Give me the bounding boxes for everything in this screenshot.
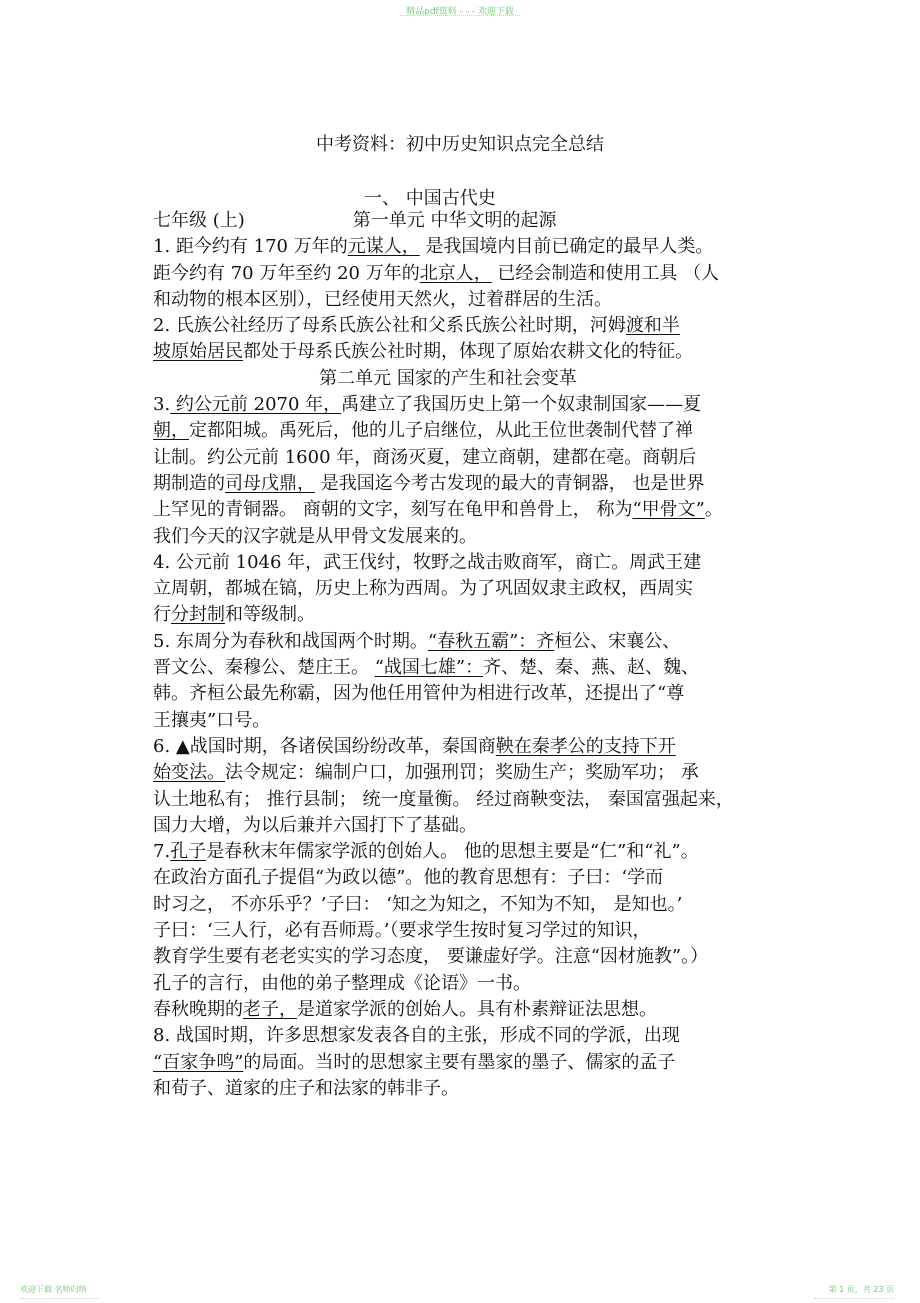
text-line: “百家争鸣”的局面。当时的思想家主要有墨家的墨子、儒家的孟子 (153, 1051, 676, 1073)
header-divider (400, 15, 520, 16)
underlined-term: “百家争鸣” (153, 1051, 244, 1073)
text-line: 韩。齐桓公最先称霸，因为他任用管仲为相进行改革，还提出了“尊 (153, 683, 685, 705)
text-line: 5. 东周分为春秋和战国两个时期。“春秋五霸”：齐桓公、宋襄公、 (153, 630, 681, 652)
text-line: 上罕见的青铜器。 商朝的文字，刻写在龟甲和兽骨上， 称为“甲骨文”。 (153, 499, 723, 521)
header-banner: 精品pdf资料 - - - 欢迎下载 (406, 7, 514, 17)
underlined-term: 鞅在秦孝公的支持下开 (495, 735, 676, 757)
text-line: 我们今天的汉字就是从甲骨文发展来的。 (153, 525, 477, 547)
footer-left-divider (20, 1298, 100, 1299)
underlined-term: 孔子 (170, 841, 207, 863)
underlined-term: 司母戊鼎， (225, 472, 315, 494)
text-line: 3. 约公元前 2070 年，禹建立了我国历史上第一个奴隶制国家——夏 (153, 394, 702, 416)
underlined-term: “甲骨文” (632, 499, 705, 521)
text-line: 距今约有 70 万年至约 20 万年的北京人， 已经会制造和使用工具 （人 (153, 262, 720, 284)
document-body (153, 208, 773, 1102)
grade-label: 七年级 (上) (153, 210, 245, 231)
unit-1-title: 第一单元 中华文明的起源 (352, 210, 557, 231)
text-line: 7.孔子是春秋末年儒家学派的创始人。 他的思想主要是“仁”和“礼”。 (153, 841, 699, 863)
underlined-term: 老子， (243, 998, 297, 1020)
text-line: 6. ▲战国时期，各诸侯国纷纷改革，秦国商鞅在秦孝公的支持下开 (153, 735, 676, 757)
underlined-term: 坡原始居民 (153, 341, 243, 363)
text-line: 行分封制和等级制。 (153, 604, 315, 626)
unit-2-title: 第二单元 国家的产生和社会变革 (319, 367, 577, 389)
text-line: 1. 距今约有 170 万年的元谋人， 是我国境内目前已确定的最早人类。 (153, 236, 714, 258)
section-heading: 一、 中国古代史 (364, 188, 496, 209)
text-line: 4. 公元前 1046 年，武王伐纣，牧野之战击败商军，商亡。周武王建 (153, 551, 702, 573)
text-line: 朝，定都阳城。禹死后，他的儿子启继位，从此王位世袭制代替了禅 (153, 420, 693, 442)
text-line: 2. 氏族公社经历了母系氏族公社和父系氏族公社时期，河姆渡和半 (153, 315, 680, 337)
text-line: 教育学生要有老老实实的学习态度， 要谦虚好学。注意“因材施教”。） (153, 946, 709, 968)
footer-right-divider (814, 1298, 894, 1299)
page-number: 第 1 页，共 23 页 (828, 1285, 894, 1294)
text-line: 国力大增，为以后兼并六国打下了基础。 (153, 814, 477, 836)
text-line: 春秋晚期的老子，是道家学派的创始人。具有朴素辩证法思想。 (153, 998, 657, 1020)
text-line: 王攘夷”口号。 (153, 709, 271, 731)
text-line: 8. 战国时期，许多思想家发表各自的主张，形成不同的学派，出现 (153, 1025, 680, 1047)
text-line: 晋文公、秦穆公、楚庄王。 “战国七雄”：齐、楚、秦、燕、赵、魏、 (153, 657, 700, 679)
text-line: 让制。约公元前 1600 年，商汤灭夏，建立商朝，建都在亳。商朝后 (153, 446, 697, 468)
underlined-term: 北京人， (419, 262, 492, 284)
text-line: 孔子的言行，由他的弟子整理成《论语》一书。 (153, 972, 531, 994)
underlined-term: “战国七雄”： (374, 657, 484, 679)
text-line: 认土地私有； 推行县制； 统一度量衡。 经过商鞅变法， 秦国富强起来， (153, 788, 734, 810)
underlined-term: “春秋五霸”：齐 (427, 630, 555, 652)
grade-unit-line (153, 208, 773, 234)
text-line: 时习之， 不亦乐乎？’子曰： ‘知之为知之，不知为不知， 是知也。’ (153, 893, 683, 915)
document-title: 中考资料：初中历史知识点完全总结 (316, 134, 604, 155)
text-line: 在政治方面孔子提倡“为政以德”。他的教育思想有：子曰：‘学而 (153, 867, 664, 889)
underlined-term: 始变法。 (153, 762, 225, 784)
underlined-term: 分封制 (171, 604, 225, 626)
underlined-term: 元谋人， (347, 236, 420, 258)
text-line: 期制造的司母戊鼎， 是我国迄今考古发现的最大的青铜器， 也是世界 (153, 472, 705, 494)
underlined-term: 渡和半 (625, 315, 680, 337)
underlined-term: 朝， (153, 420, 189, 442)
text-line: 坡原始居民都处于母系氏族公社时期，体现了原始农耕文化的特征。 (153, 341, 693, 363)
text-line: 始变法。法令规定：编制户口，加强刑罚；奖励生产；奖励军功； 承 (153, 762, 699, 784)
footer-left-note: 欢迎下载 名师归纳 (20, 1285, 87, 1294)
text-line: 和动物的根本区别），已经使用天然火，过着群居的生活。 (153, 288, 612, 310)
text-line: 和荀子、道家的庄子和法家的韩非子。 (153, 1077, 459, 1099)
text-line: 子曰：‘三人行，必有吾师焉。’（要求学生按时复习学过的知识， (153, 920, 651, 942)
underlined-term: 约公元前 2070 年， (170, 394, 342, 416)
text-line: 立周朝，都城在镐，历史上称为西周。为了巩固奴隶主政权，西周实 (153, 578, 693, 600)
